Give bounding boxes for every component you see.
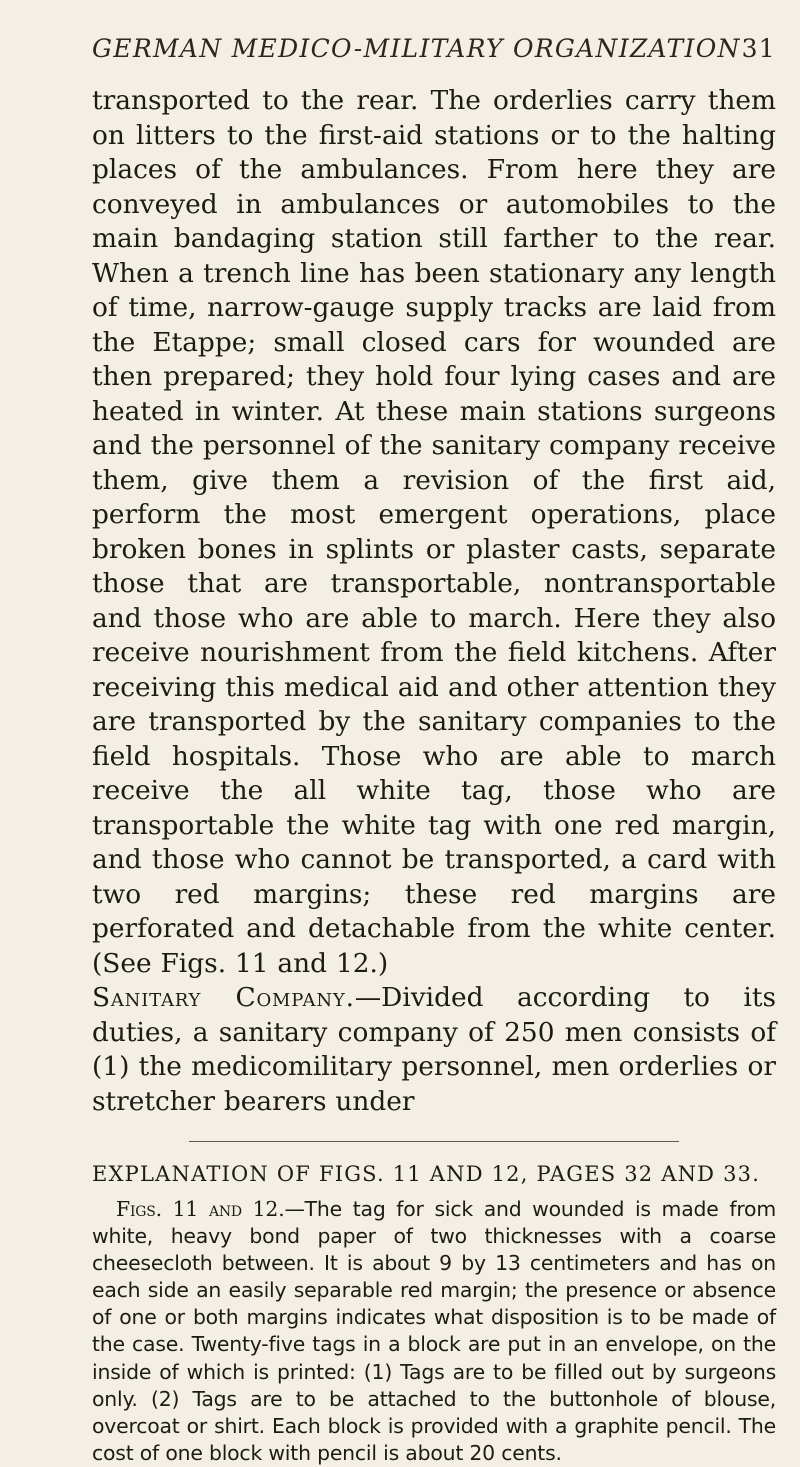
figure-label: Figs. 11 and 12. xyxy=(116,1197,285,1221)
section-heading-sanitary-company: Sanitary Company. xyxy=(92,982,355,1013)
explanation-body: —The tag for sick and wounded is made from white, heavy bond paper of two thicknesses with a coarse cheesecloth between. It is about 9 by 13 centimeters and has on each side an easily separable red margin; the presence or absence of one or both margins indicates what disposition is to be made of the case. Twenty-five tags in a block are put in an envelope, on the inside of which is printed: (1) Tags are to be filled out by surgeons only. (2) Tags are to be attached to the buttonhole of blouse, overcoat or shirt. Each block is provided with a graphite pencil. The cost of one block with pencil is about 20 cents. xyxy=(92,1197,776,1465)
footnote-divider xyxy=(189,1141,679,1142)
paragraph-1: transported to the rear. The orderlies carry them on litters to the first-aid stations or to the halting places of the ambulances. From here they are conveyed in ambulances or automobiles to the main bandaging station still farther to the rear. When a trench line has been stationary any length of time, narrow-gauge supply tracks are laid from the Etappe; small closed cars for wounded are then prepared; they hold four lying cases and are heated in winter. At these main stations surgeons and the personnel of the sanitary company receive them, give them a revision of the first aid, perform the most emergent operations, place broken bones in splints or plaster casts, separate those that are transportable, nontransportable and those who are able to march. Here they also receive nourishment from the field kitchens. After receiving this medical aid and other attention they are transported by the sanitary companies to the field hospitals. Those who are able to march receive the all white tag, those who are transportable the white tag with one red margin, and those who cannot be transported, a card with two red margins; these red margins are perforated and detachable from the white center. (See Figs. 11 and 12.) xyxy=(92,85,776,979)
paragraph-2 xyxy=(92,981,776,1119)
running-head xyxy=(92,34,776,76)
paragraph-2-text: —Divided according to its duties, a sanitary company of 250 men consists of (1) the medicomilitary personnel, men orderlies or stretcher bearers under xyxy=(92,982,776,1117)
main-text xyxy=(92,84,776,1119)
page-number: 31 xyxy=(741,34,776,63)
explanation-heading: EXPLANATION OF FIGS. 11 AND 12, PAGES 32 AND 33. xyxy=(92,1162,761,1186)
running-title: GERMAN MEDICO-MILITARY ORGANIZATION xyxy=(92,34,741,63)
explanation-text xyxy=(92,1196,776,1467)
